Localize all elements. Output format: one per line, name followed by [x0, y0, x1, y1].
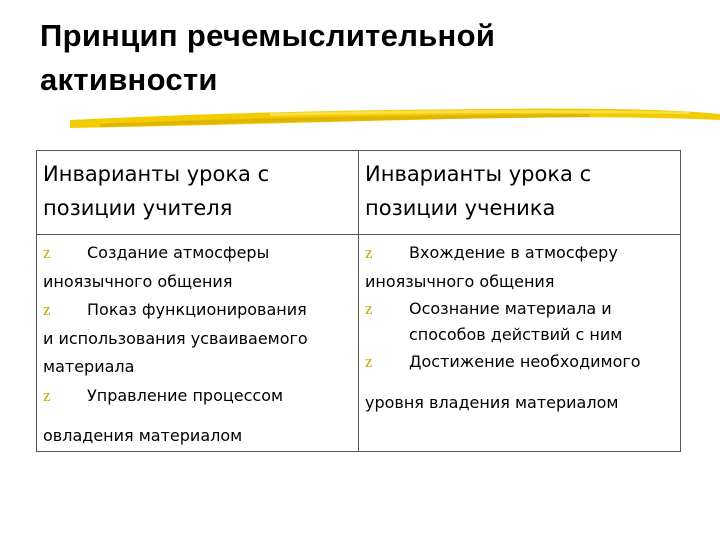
z-bullet-icon: z [43, 300, 51, 319]
student-invariants-cell [359, 235, 681, 452]
title-line-2: активности [40, 62, 218, 97]
title-line-1: Принцип речемыслительной [40, 18, 496, 53]
title-underline-brushstroke [70, 104, 720, 132]
list-item: z Вхождение в атмосферу иноязычного общения [365, 239, 674, 296]
header-student-line-2: позиции ученика [365, 196, 556, 220]
list-item: z Управление процессом овладения материалом [43, 382, 352, 451]
teacher-invariants-cell [37, 235, 359, 452]
z-bullet-icon: z [43, 243, 51, 262]
table-body-row [37, 235, 681, 452]
list-item: z Осознание материала и способов действий с ним [365, 296, 674, 348]
header-teacher-line-2: позиции учителя [43, 196, 233, 220]
z-bullet-icon: z [365, 299, 373, 318]
z-bullet-icon: z [365, 243, 373, 262]
header-student-line-1: Инварианты урока с [365, 162, 592, 186]
header-student [359, 151, 681, 235]
z-bullet-icon: z [43, 385, 51, 405]
z-bullet-icon: z [365, 352, 373, 371]
list-item: z Показ функционирования и использования усваиваемого материала [43, 296, 352, 382]
header-teacher-line-1: Инварианты урока с [43, 162, 270, 186]
table-header-row [37, 151, 681, 235]
list-item: z Достижение необходимого уровня владения материалом [365, 348, 674, 417]
list-item: z Создание атмосферы иноязычного общения [43, 239, 352, 296]
slide-title [40, 14, 700, 102]
header-teacher [37, 151, 359, 235]
invariants-table [36, 150, 681, 452]
